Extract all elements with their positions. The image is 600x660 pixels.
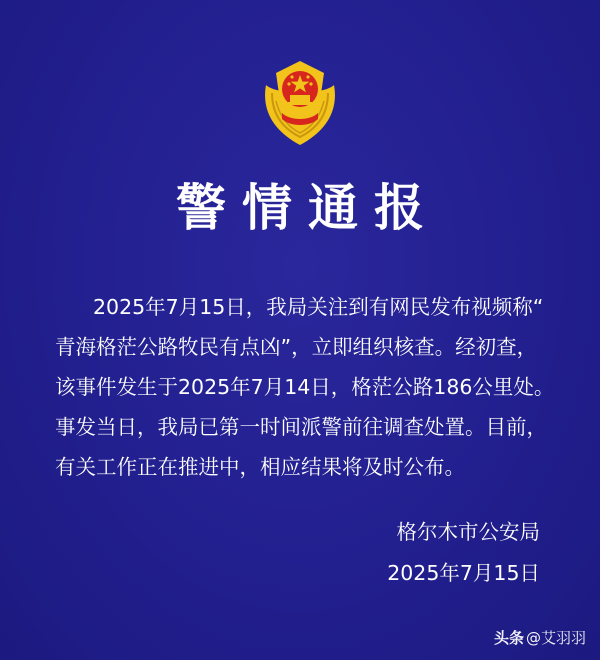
signature-organization: 格尔木市公安局	[396, 520, 540, 544]
watermark	[494, 627, 586, 648]
notice-line: 青海格茫公路牧民有点凶”，立即组织核查。经初查，	[55, 335, 538, 359]
signature-date: 2025年7月15日	[387, 561, 540, 585]
notice-line: 该事件发生于2025年7月14日，格茫公路186公里处。	[55, 375, 555, 399]
notice-line: 事发当日，我局已第一时间派警前往调查处置。目前，	[55, 415, 547, 439]
notice-body	[55, 287, 555, 487]
police-emblem-icon	[252, 55, 348, 151]
watermark-author[interactable]: @艾羽羽	[525, 629, 586, 647]
notice-line: 2025年7月15日，我局关注到有网民发布视频称“	[93, 295, 544, 319]
notice-title: 警情通报	[176, 178, 440, 237]
watermark-source: 头条	[493, 629, 524, 647]
notice-line: 有关工作正在推进中，相应结果将及时公布。	[55, 455, 465, 479]
